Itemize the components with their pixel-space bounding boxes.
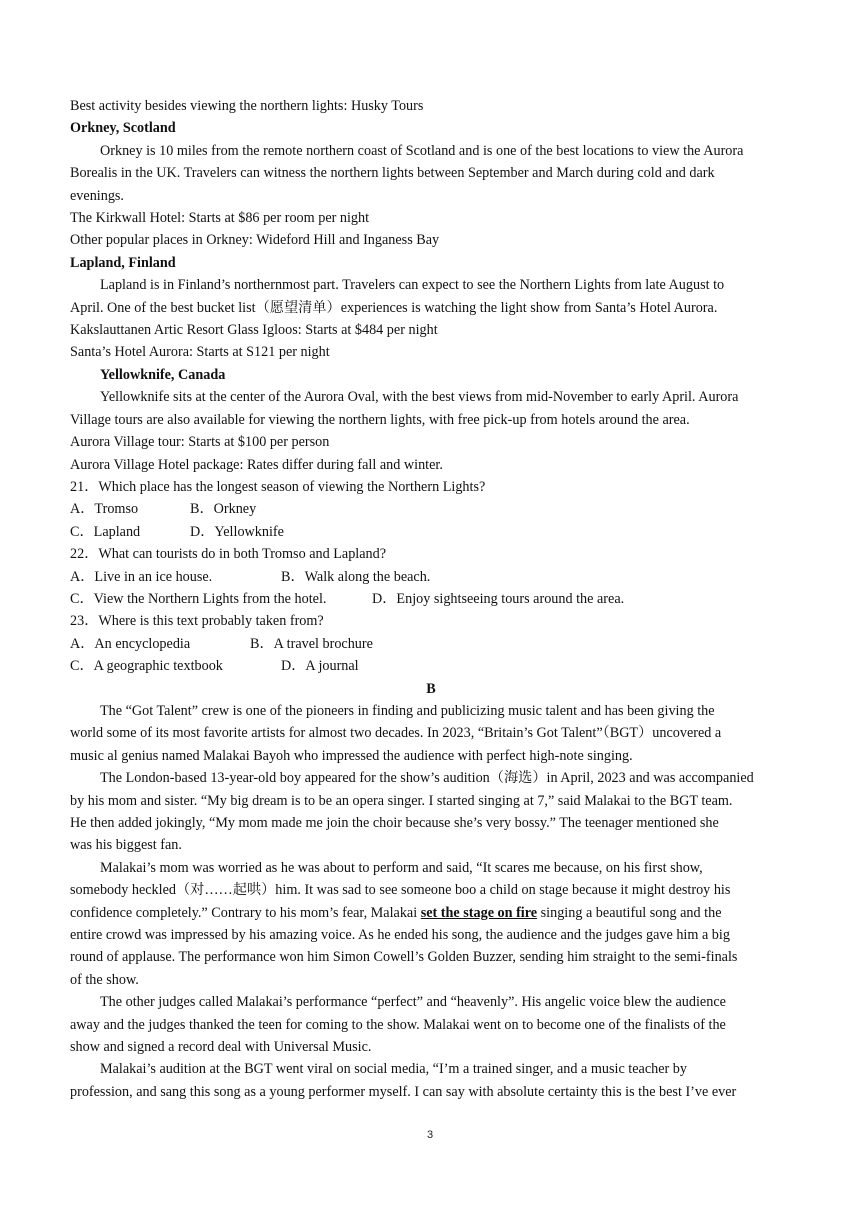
paragraph-line: He then added jokingly, “My mom made me join the choir because she’s very bossy.” The teenager mentioned she — [70, 815, 719, 831]
option-b[interactable]: B．Walk along the beach. — [281, 568, 431, 585]
passage-b-heading: B — [426, 680, 436, 697]
lapland-igloo-info: Kakslauttanen Artic Resort Glass Igloos: Starts at $484 per night — [70, 322, 438, 339]
orkney-desc-line: Borealis in the UK. Travelers can witness the northern lights between September and March during cold and dark — [70, 165, 715, 182]
paragraph-line: profession, and sang this song as a young performer myself. I can say with absolute certainty this is the best I’ve ever — [70, 1083, 737, 1100]
paragraph-line: Malakai’s mom was worried as he was about to perform and said, “It scares me because, on his first show, — [100, 859, 703, 876]
orkney-hotel-info: The Kirkwall Hotel: Starts at $86 per room per night — [70, 210, 370, 227]
page-content — [70, 95, 792, 1103]
tromso-activity: Best activity besides viewing the northern lights: Husky Tours — [70, 98, 424, 114]
yellowknife-heading: Yellowknife, Canada — [100, 366, 226, 383]
paragraph-line: The London-based 13-year-old boy appeared for the show’s audition（海选）in April, 2023 and was accompanied — [100, 770, 754, 787]
option-c[interactable]: C．View the Northern Lights from the hotel. — [70, 590, 327, 607]
option-a[interactable]: A．Tromso — [70, 501, 139, 518]
option-d[interactable]: D．Enjoy sightseeing tours around the area. — [372, 590, 625, 607]
yellowknife-tour-info: Aurora Village tour: Starts at $100 per person — [70, 434, 330, 451]
question-22-options-row — [70, 566, 792, 588]
option-c[interactable]: C．Lapland — [70, 523, 141, 540]
orkney-desc-line: Orkney is 10 miles from the remote northern coast of Scotland and is one of the best locations to view the Aurora — [100, 142, 744, 159]
paragraph-line: was his biggest fan. — [70, 837, 182, 854]
option-a[interactable]: A．An encyclopedia — [70, 635, 191, 652]
paragraph-line: entire crowd was impressed by his amazing voice. As he ended his song, the audience and the judges gave him a big — [70, 927, 730, 944]
option-d[interactable]: D．A journal — [281, 658, 359, 675]
paragraph-line: show and signed a record deal with Universal Music. — [70, 1039, 372, 1056]
option-d[interactable]: D．Yellowknife — [190, 523, 284, 540]
paragraph-line: somebody heckled（对……起哄）him. It was sad to see someone boo a child on stage because it might destroy his — [70, 882, 731, 899]
underlined-phrase: set the stage on fire — [420, 904, 538, 921]
paragraph-line: music al genius named Malakai Bayoh who impressed the audience with perfect high-note singing. — [70, 747, 633, 764]
option-c[interactable]: C．A geographic textbook — [70, 658, 223, 675]
paragraph-line: round of applause. The performance won him Simon Cowell’s Golden Buzzer, sending him straight to the semi-finals — [70, 949, 738, 966]
option-b[interactable]: B．A travel brochure — [250, 635, 373, 652]
page-number: 3 — [426, 1129, 434, 1141]
orkney-desc-line: evenings. — [70, 187, 124, 204]
paragraph-line: away and the judges thanked the teen for coming to the show. Malakai went on to become one of the finalists of the — [70, 1016, 726, 1033]
text-run: confidence completely.” Contrary to his mom’s fear, Malakai — [70, 904, 421, 921]
paragraph-line: The “Got Talent” crew is one of the pioneers in finding and publicizing music talent and has been giving the — [100, 702, 715, 719]
paragraph-line — [70, 902, 792, 924]
yellowknife-hotel-info: Aurora Village Hotel package: Rates differ during fall and winter. — [70, 456, 443, 473]
paragraph-line: of the show. — [70, 971, 139, 988]
lapland-heading: Lapland, Finland — [70, 254, 176, 271]
question-21-options-row — [70, 521, 792, 543]
paragraph-line: Malakai’s audition at the BGT went viral on social media, “I’m a trained singer, and a music teacher by — [100, 1061, 687, 1078]
paragraph-line: world some of its most favorite artists for almost two decades. In 2023, “Britain’s Got Talent”（BGT）uncovered a — [70, 725, 722, 742]
option-a[interactable]: A．Live in an ice house. — [70, 568, 213, 585]
yellowknife-desc-line: Yellowknife sits at the center of the Aurora Oval, with the best views from mid-November to early April. Aurora — [100, 389, 739, 406]
question-23-stem: 23．Where is this text probably taken from? — [70, 613, 324, 630]
lapland-desc-line: Lapland is in Finland’s northernmost part. Travelers can expect to see the Northern Lights from late August to — [100, 277, 725, 294]
question-21-stem: 21．Which place has the longest season of viewing the Northern Lights? — [70, 478, 486, 495]
question-23-options-row — [70, 655, 792, 677]
question-22-stem: 22．What can tourists do in both Tromso and Lapland? — [70, 546, 387, 563]
question-21-options-row — [70, 498, 792, 520]
question-23-options-row — [70, 633, 792, 655]
option-b[interactable]: B．Orkney — [190, 501, 257, 518]
yellowknife-desc-line: Village tours are also available for viewing the northern lights, with free pick-up from hotels around the area. — [70, 411, 690, 428]
lapland-desc-line: April. One of the best bucket list（愿望清单）experiences is watching the light show from Santa’s Hotel Aurora. — [70, 299, 718, 316]
text-run: singing a beautiful song and the — [537, 904, 722, 921]
paragraph-line: by his mom and sister. “My big dream is to be an opera singer. I started singing at 7,” said Malakai to the BGT team. — [70, 792, 733, 809]
orkney-places-info: Other popular places in Orkney: Wideford Hill and Inganess Bay — [70, 232, 440, 249]
paragraph-line: The other judges called Malakai’s performance “perfect” and “heavenly”. His angelic voice blew the audience — [100, 994, 726, 1011]
lapland-hotel-info: Santa’s Hotel Aurora: Starts at S121 per night — [70, 344, 330, 361]
orkney-heading: Orkney, Scotland — [70, 120, 176, 137]
question-22-options-row — [70, 588, 792, 610]
